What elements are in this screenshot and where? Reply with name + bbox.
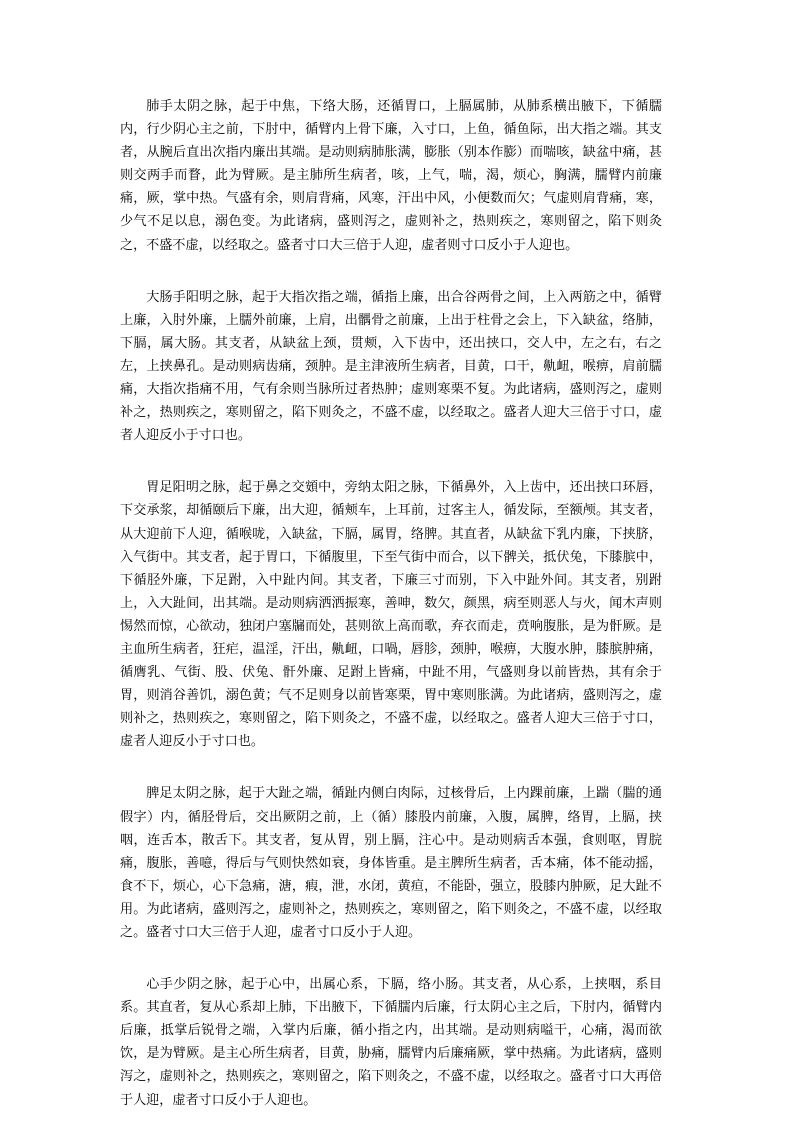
paragraph-stomach-meridian: 胃足阳明之脉，起于鼻之交頞中，旁纳太阳之脉，下循鼻外，入上齿中，还出挟口环唇，下交承浆，却循颐后下廉，出大迎，循颊车，上耳前，过客主人，循发际，至额颅。其支者，从大迎前下人迎，循喉咙，入缺盆，下膈，属胃，络脾。其直者，从缺盆下乳内廉，下挟脐，入气街中。其支者，起于胃口，下循腹里，下至气街中而合，以下髀关，抵伏兔，下膝膑中，下循胫外廉，下足跗，入中趾内间。其支者，下廉三寸而别，下入中趾外间。其支者，别跗上，入大趾间，出其端。是动则病洒洒振寒，善呻，数欠，颜黑，病至则恶人与火，闻木声则惕然而惊，心欲动，独闭户塞牖而处，甚则欲上高而歌，弃衣而走，贲响腹胀，是为骭厥。是主血所生病者，狂疟，温淫，汗出，鼽衄，口喎，唇胗，颈肿，喉痹，大腹水肿，膝膑肿痛，循膺乳、气街、股、伏兔、骭外廉、足跗上皆痛，中趾不用，气盛则身以前皆热，其有余于胃，则消谷善饥，溺色黄；气不足则身以前皆寒栗，胃中寒则胀满。为此诸病，盛则泻之，虚则补之，热则疾之，寒则留之，陷下则灸之，不盛不虚，以经取之。盛者人迎大三倍于寸口，虚者人迎反小于寸口也。 xyxy=(120,480,662,750)
document-page xyxy=(120,95,662,1141)
paragraph-spleen-meridian: 脾足太阴之脉，起于大趾之端，循趾内侧白肉际，过核骨后，上内踝前廉，上踹（腨的通假字）内，循胫骨后，交出厥阴之前，上（循）膝股内前廉，入腹，属脾，络胃，上膈，挟咽，连舌本，散舌下。其支者，复从胃，别上膈，注心中。是动则病舌本强，食则呕，胃脘痛，腹胀，善噫，得后与气则快然如衰，身体皆重。是主脾所生病者，舌本痛，体不能动摇，食不下，烦心，心下急痛，溏，瘕，泄，水闭，黄疸，不能卧，强立，股膝内肿厥，足大趾不用。为此诸病，盛则泻之，虚则补之，热则疾之，寒则留之，陷下则灸之，不盛不虚，以经取之。盛者寸口大三倍于人迎，虚者寸口反小于人迎。 xyxy=(120,786,662,940)
paragraph-lung-meridian: 肺手太阴之脉，起于中焦，下络大肠，还循胃口，上膈属肺，从肺系横出腋下，下循臑内，行少阴心主之前，下肘中，循臂内上骨下廉，入寸口，上鱼，循鱼际，出大指之端。其支者，从腕后直出次指内廉出其端。是动则病肺胀满，膨胀（别本作膨）而喘咳，缺盆中痛，甚则交两手而瞀，此为臂厥。是主肺所生病者，咳，上气，喘，渴，烦心，胸满，臑臂内前廉痛，厥，掌中热。气盛有余，则肩背痛，风寒，汗出中风，小便数而欠；气虚则肩背痛，寒，少气不足以息，溺色变。为此诸病，盛则泻之，虚则补之，热则疾之，寒则留之，陷下则灸之，不盛不虚，以经取之。盛者寸口大三倍于人迎，虚者则寸口反小于人迎也。 xyxy=(120,99,662,253)
paragraph-large-intestine-meridian: 大肠手阳明之脉，起于大指次指之端，循指上廉，出合谷两骨之间，上入两筋之中，循臂上廉，入肘外廉，上臑外前廉，上肩，出髃骨之前廉，上出于柱骨之会上，下入缺盆，络肺，下膈，属大肠。其支者，从缺盆上颈，贯颊，入下齿中，还出挟口，交人中，左之右，右之左，上挟鼻孔。是动则病齿痛，颈肿。是主津液所生病者，目黄，口干，鼽衄，喉痹，肩前臑痛，大指次指痛不用，气有余则当脉所过者热肿；虚则寒栗不复。为此诸病，盛则泻之，虚则补之，热则疾之，寒则留之，陷下则灸之，不盛不虚，以经取之。盛者人迎大三倍于寸口，虚者人迎反小于寸口也。 xyxy=(120,289,662,444)
paragraph-heart-meridian: 心手少阴之脉，起于心中，出属心系，下膈，络小肠。其支者，从心系，上挟咽，系目系。其直者，复从心系却上肺，下出腋下，下循臑内后廉，行太阴心主之后，下肘内，循臂内后廉，抵掌后锐骨之端，入掌内后廉，循小指之内，出其端。是动则病嗌干，心痛，渴而欲饮，是为臂厥。是主心所生病者，目黄，胁痛，臑臂内后廉痛厥，掌中热痛。为此诸病，盛则泻之，虚则补之，热则疾之，寒则留之，陷下则灸之，不盛不虚，以经取之。盛者寸口大再倍于人迎，虚者寸口反小于人迎也。 xyxy=(120,977,662,1108)
